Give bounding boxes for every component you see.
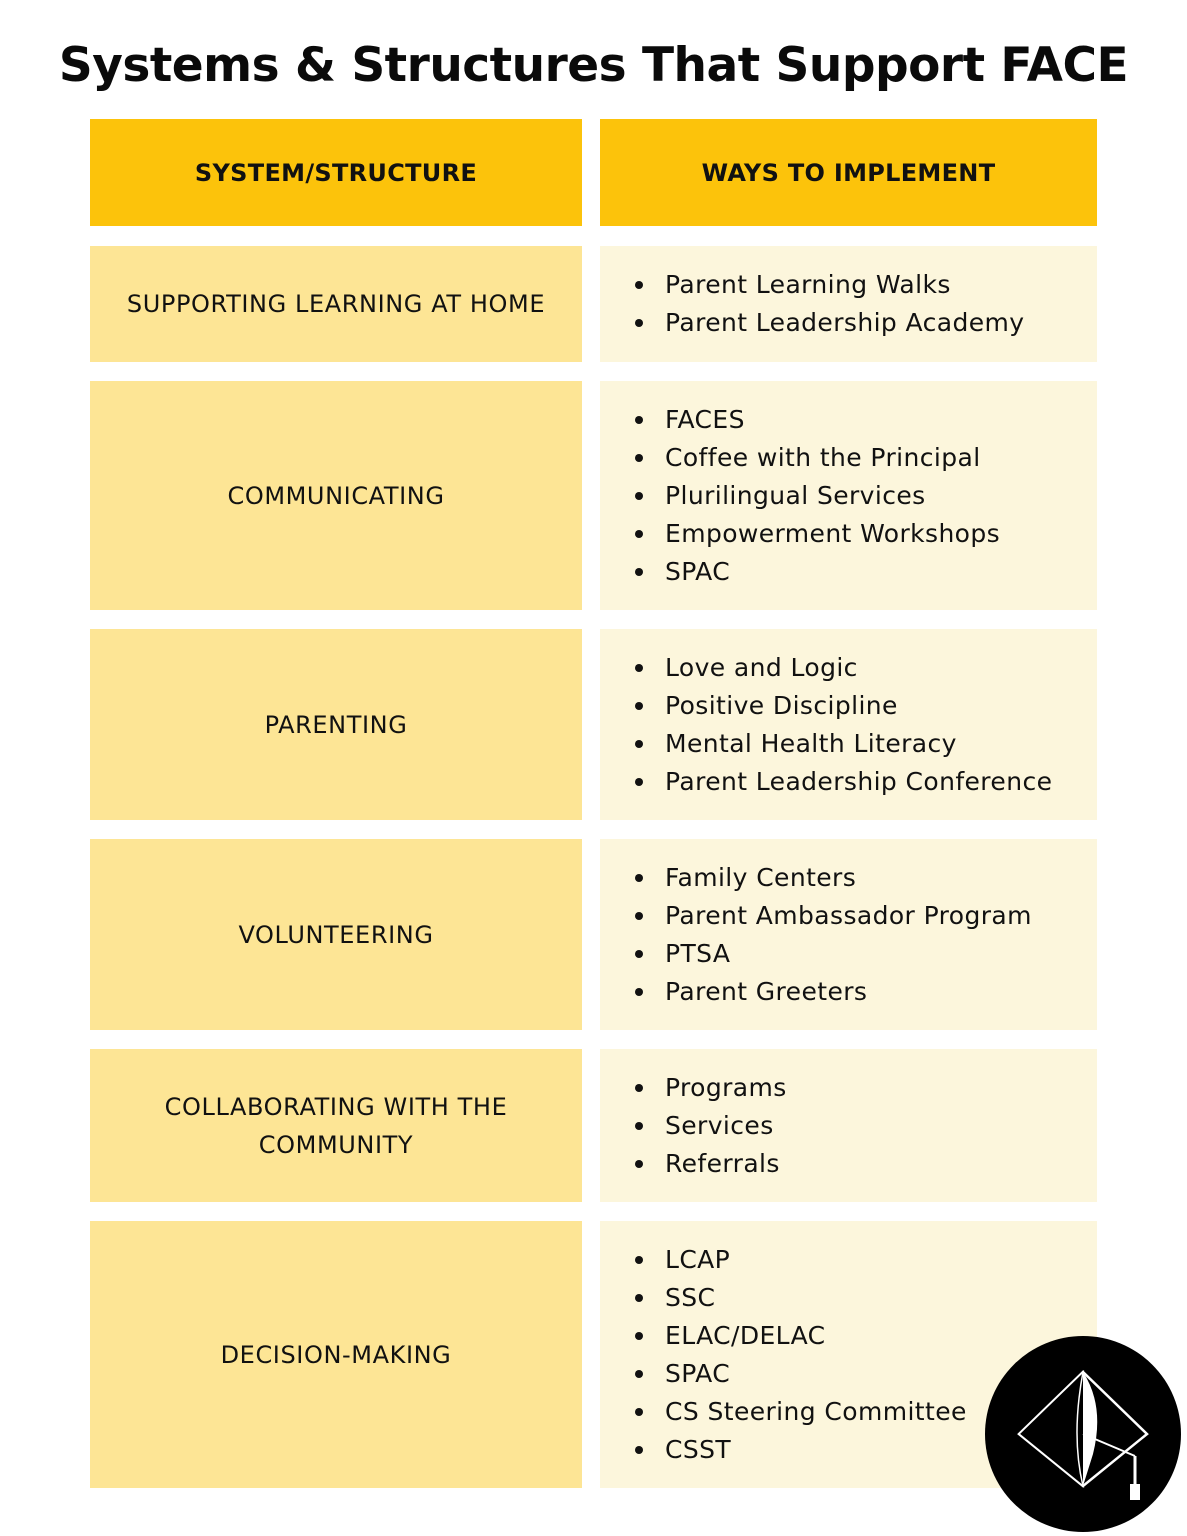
bullet-icon: [635, 492, 643, 500]
ways-list: [600, 649, 1052, 801]
header-right-label: WAYS TO IMPLEMENT: [701, 158, 996, 187]
list-item-text: SPAC: [665, 1358, 731, 1388]
bullet-icon: [635, 1332, 643, 1340]
bullet-icon: [635, 1122, 643, 1130]
bullet-icon: [635, 1294, 643, 1302]
list-item-text: Parent Leadership Academy: [665, 308, 1025, 337]
ways-list: [600, 1241, 967, 1469]
list-item: [665, 1145, 787, 1183]
list-item: [665, 763, 1052, 801]
graduation-cap-icon: [985, 1336, 1181, 1532]
list-item-text: LCAP: [665, 1244, 731, 1274]
list-item-text: CS Steering Committee: [665, 1396, 967, 1426]
system-cell: [90, 381, 582, 610]
bullet-icon: [635, 950, 643, 958]
list-item: [665, 439, 1000, 477]
list-item-text: PTSA: [665, 938, 731, 968]
list-item: [665, 1317, 967, 1355]
bullet-icon: [635, 740, 643, 748]
list-item-text: Love and Logic: [665, 652, 858, 682]
list-item-text: SSC: [665, 1282, 716, 1312]
bullet-icon: [635, 664, 643, 672]
bullet-icon: [635, 1256, 643, 1264]
list-item: [665, 477, 1000, 515]
bullet-icon: [635, 1408, 643, 1416]
bullet-icon: [635, 454, 643, 462]
ways-list: [600, 859, 1032, 1011]
list-item: [665, 515, 1000, 553]
system-label: COLLABORATING WITH THE COMMUNITY: [164, 1092, 508, 1159]
list-item: [665, 1279, 967, 1317]
header-left-label: SYSTEM/STRUCTURE: [194, 158, 478, 187]
list-item-text: FACES: [665, 404, 745, 434]
list-item-text: Referrals: [665, 1148, 780, 1178]
list-item: [665, 1355, 967, 1393]
system-cell: [90, 1221, 582, 1488]
system-label: COMMUNICATING: [227, 481, 445, 510]
bullet-icon: [635, 530, 643, 538]
list-item-text: Positive Discipline: [665, 690, 898, 720]
ways-list: [600, 401, 1000, 591]
bullet-icon: [635, 568, 643, 576]
system-cell: [90, 839, 582, 1030]
ways-cell: [600, 381, 1097, 610]
bullet-icon: [635, 1370, 643, 1378]
list-item: [665, 1069, 787, 1107]
system-label: SUPPORTING LEARNING AT HOME: [126, 290, 546, 318]
list-item-text: Services: [665, 1110, 774, 1140]
list-item-text: Family Centers: [665, 862, 857, 892]
system-cell: [90, 1049, 582, 1202]
list-item: [665, 266, 1024, 304]
list-item: [665, 401, 1000, 439]
list-item-text: SPAC: [665, 556, 731, 586]
list-item: [665, 897, 1032, 935]
ways-list: [600, 266, 1024, 342]
header-ways-to-implement: [600, 119, 1097, 226]
list-item-text: Empowerment Workshops: [665, 518, 1001, 548]
list-item: [665, 1431, 967, 1469]
graduation-cap-logo: [985, 1336, 1181, 1532]
list-item: [665, 553, 1000, 591]
bullet-icon: [635, 874, 643, 882]
bullet-icon: [635, 281, 643, 289]
ways-cell: [600, 839, 1097, 1030]
system-label: VOLUNTEERING: [238, 920, 434, 949]
list-item: [665, 859, 1032, 897]
list-item: [665, 935, 1032, 973]
list-item-text: Plurilingual Services: [665, 480, 926, 510]
ways-cell: [600, 246, 1097, 362]
bullet-icon: [635, 319, 643, 327]
list-item: [665, 1107, 787, 1145]
list-item: [665, 1241, 967, 1279]
list-item-text: Parent Learning Walks: [665, 270, 951, 299]
list-item: [665, 1393, 967, 1431]
system-cell: [90, 629, 582, 820]
system-cell: [90, 246, 582, 362]
system-label: DECISION-MAKING: [220, 1340, 452, 1369]
list-item: [665, 973, 1032, 1011]
bullet-icon: [635, 988, 643, 996]
list-item-text: Coffee with the Principal: [665, 442, 981, 472]
list-item-text: Parent Leadership Conference: [665, 766, 1053, 796]
bullet-icon: [635, 702, 643, 710]
ways-cell: [600, 1049, 1097, 1202]
list-item-text: Parent Greeters: [665, 976, 868, 1006]
list-item-text: Mental Health Literacy: [665, 728, 957, 758]
list-item-text: ELAC/DELAC: [665, 1320, 826, 1350]
page-title: Systems & Structures That Support FACE: [58, 38, 1129, 93]
bullet-icon: [635, 912, 643, 920]
bullet-icon: [635, 1446, 643, 1454]
list-item-text: Programs: [665, 1072, 787, 1102]
list-item: [665, 649, 1052, 687]
bullet-icon: [635, 1160, 643, 1168]
bullet-icon: [635, 416, 643, 424]
list-item-text: Parent Ambassador Program: [665, 900, 1032, 930]
list-item: [665, 725, 1052, 763]
bullet-icon: [635, 1084, 643, 1092]
list-item: [665, 304, 1024, 342]
list-item: [665, 687, 1052, 725]
header-system-structure: [90, 119, 582, 226]
ways-cell: [600, 629, 1097, 820]
list-item-text: CSST: [665, 1434, 732, 1464]
ways-list: [600, 1069, 787, 1183]
system-label: PARENTING: [264, 710, 408, 739]
bullet-icon: [635, 778, 643, 786]
